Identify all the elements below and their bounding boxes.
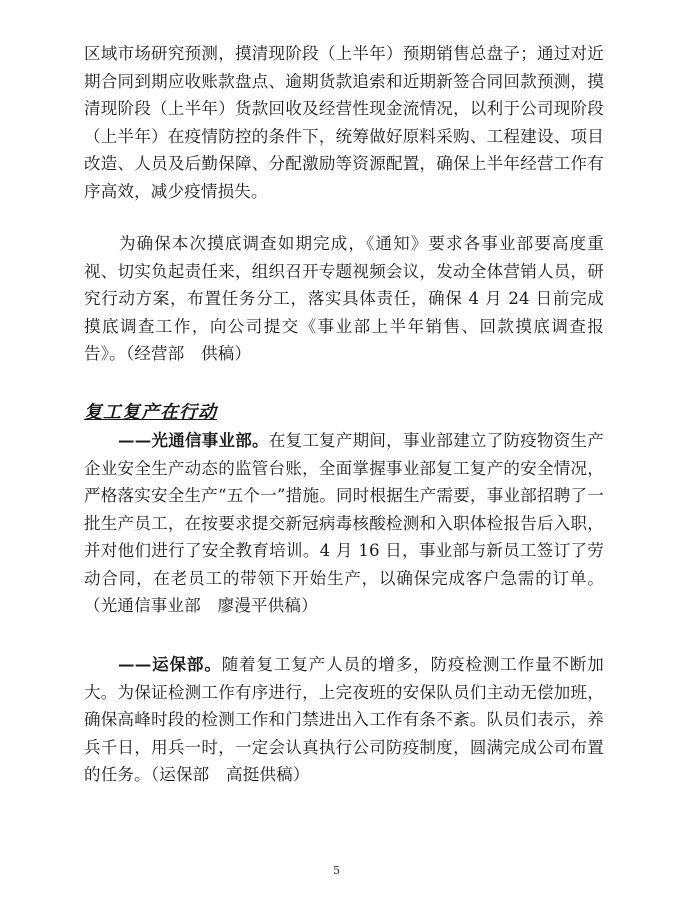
section-item-body: 在复工复产期间，事业部建立了防疫物资生产企业安全生产动态的监管台账，全面掌握事业部复工复产的安全情况，严格落实安全生产“五个一”措施。同时根据生产需要，事业部招聘了一批生产员工，在按要求提交新冠病毒核酸检测和入职体检报告后入职，并对他们进行了安全教育培训。4 月 16 日，事业部与新员工签订了劳动合同，在老员工的带领下开始生产，以确保完成客户急需的订单。（光通信事业部 廖漫平供稿） <box>84 431 604 615</box>
page-number: 5 <box>333 864 340 877</box>
section-item-optical <box>84 427 604 620</box>
section-item-lead: ——运保部。 <box>118 655 222 674</box>
section-heading: 复工复产在行动 <box>84 402 217 423</box>
section-item-security <box>84 651 604 789</box>
intro-paragraph-2 <box>84 230 604 368</box>
section-item-lead: ——光通信事业部。 <box>118 431 269 450</box>
intro-paragraph-2-text: 为确保本次摸底调查如期完成，《通知》要求各事业部要高度重视、切实负起责任来，组织召开专题视频会议，发动全体营销人员，研究行动方案，布置任务分工，落实具体责任，确保 4 月 24 日前完成摸底调查工作，向公司提交《事业部上半年销售、回款摸底调查报告》。（经营部 供稿） <box>84 234 604 363</box>
section-item-body: 随着复工复产人员的增多，防疫检测工作量不断加大。为保证检测工作有序进行，上完夜班的安保队员们主动无偿加班，确保高峰时段的检测工作和门禁进出入工作有条不紊。队员们表示，养兵千日，用兵一时，一定会认真执行公司防疫制度，圆满完成公司布置的任务。（运保部 高挺供稿） <box>84 655 605 784</box>
intro-paragraph-1: 区域市场研究预测，摸清现阶段（上半年）预期销售总盘子；通过对近期合同到期应收账款盘点、逾期货款追索和近期新签合同回款预测，摸清现阶段（上半年）货款回收及经营性现金流情况，以利于公司现阶段（上半年）在疫情防控的条件下，统筹做好原料采购、工程建设、项目改造、人员及后勤保障、分配激励等资源配置，确保上半年经营工作有序高效，减少疫情损失。 <box>84 44 604 201</box>
